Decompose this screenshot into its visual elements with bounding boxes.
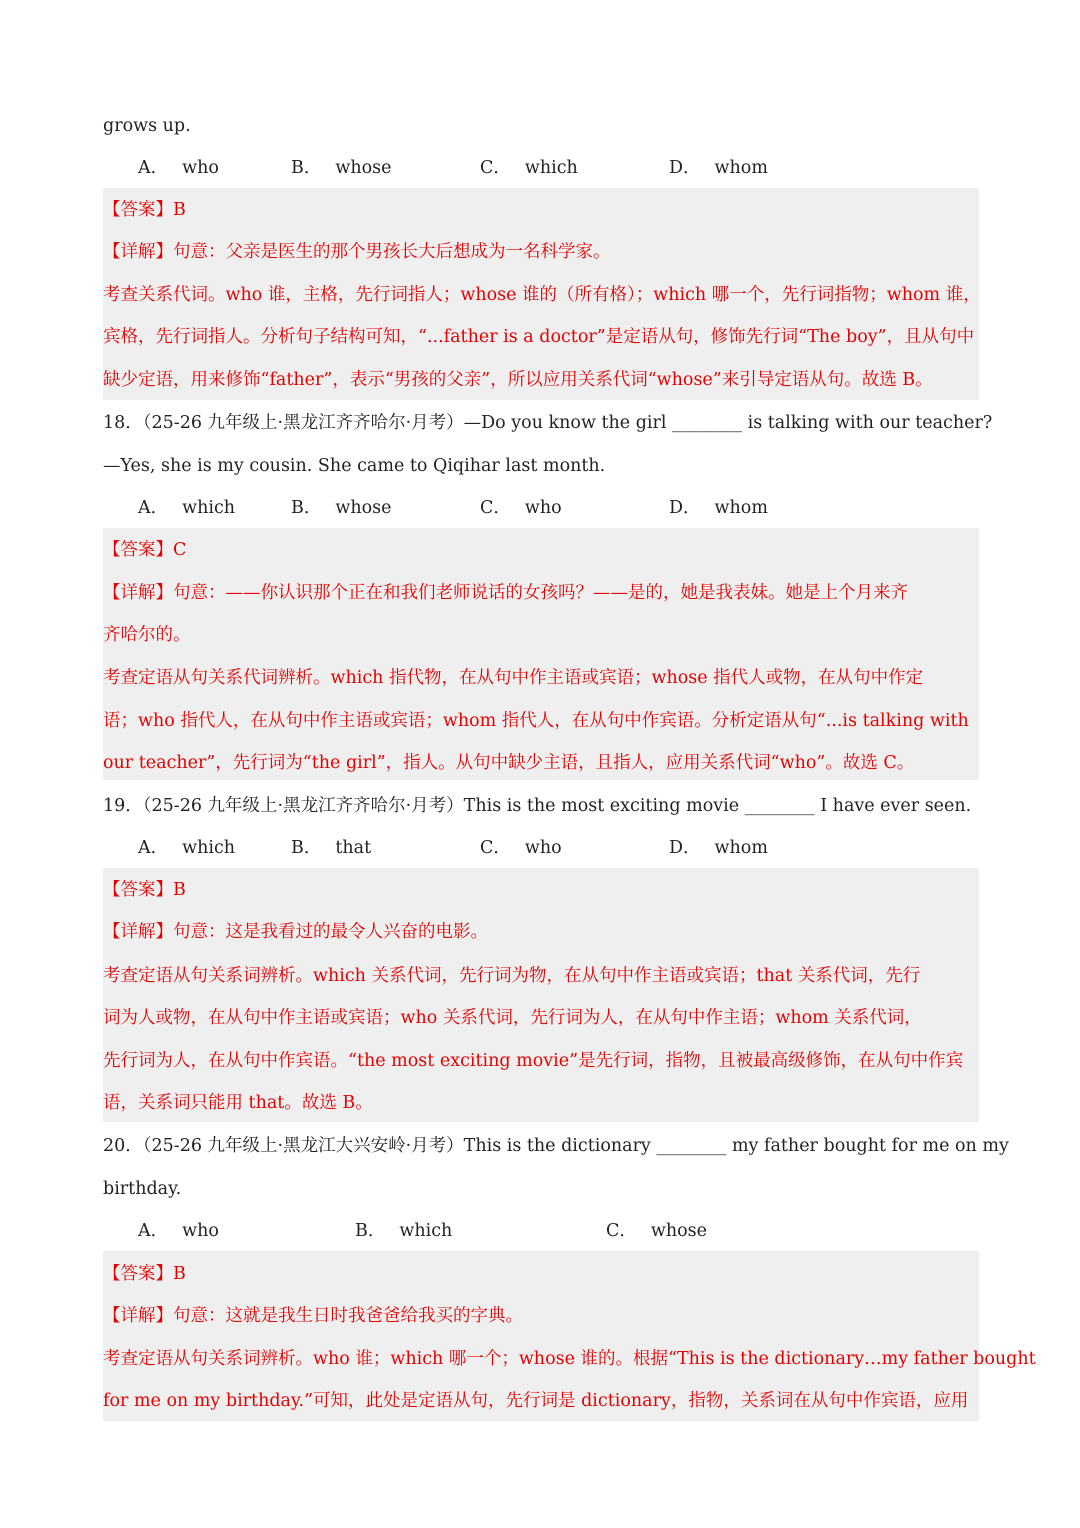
q20-option-c: C． whose — [606, 1221, 708, 1241]
q17-analysis-line: 缺少定语，用来修饰“father”，表示“男孩的父亲”，所以应用关系代词“whose”来引导定语从句。故选 B。 — [103, 370, 933, 390]
q19-analysis-line: 考查定语从句关系词辨析。which 关系代词，先行词为物，在从句中作主语或宾语；that 关系代词，先行 — [103, 966, 921, 986]
q17-analysis-line: 宾格，先行词指人。分析句子结构可知，“...father is a doctor”是定语从句，修饰先行词“The boy”，且从句中 — [103, 327, 975, 347]
q17-option-a: A． who — [138, 158, 219, 178]
q20-analysis-line: for me on my birthday.”可知，此处是定语从句，先行词是 dictionary，指物，关系词在从句中作宾语，应用 — [103, 1391, 969, 1411]
q20-stem: birthday. — [103, 1179, 182, 1199]
q18-option-a: A． which — [138, 498, 236, 518]
q18-analysis-line: our teacher”，先行词为“the girl”，指人。从句中缺少主语，且指人，应用关系代词“who”。故选 C。 — [103, 753, 915, 773]
q19-option-a: A． which — [138, 838, 236, 858]
q19-option-d: D． whom — [669, 838, 768, 858]
q20-answer: 【答案】B — [103, 1264, 186, 1284]
q18-detail: 【详解】句意：——你认识那个正在和我们老师说话的女孩吗？——是的，她是我表妹。她是上个月来齐 — [103, 583, 908, 603]
q20-stem: 20．（25-26 九年级上·黑龙江大兴安岭·月考）This is the dictionary ________ my father bought for me on my — [103, 1136, 1009, 1156]
q20-option-a: A． who — [138, 1221, 219, 1241]
q18-analysis-line: 考查定语从句关系代词辨析。which 指代物，在从句中作主语或宾语；whose 指代人或物，在从句中作定 — [103, 668, 924, 688]
q17-stem-tail: grows up. — [103, 116, 191, 136]
q17-analysis-line: 考查关系代词。who 谁，主格，先行词指人；whose 谁的（所有格）；which 哪一个，先行词指物；whom 谁， — [103, 285, 981, 305]
q19-stem: 19．（25-26 九年级上·黑龙江齐齐哈尔·月考）This is the most exciting movie ________ I have ever seen. — [103, 796, 972, 816]
q19-answer: 【答案】B — [103, 880, 186, 900]
q18-option-c: C． who — [480, 498, 562, 518]
q19-analysis-line: 词为人或物，在从句中作主语或宾语；who 关系代词，先行词为人，在从句中作主语；whom 关系代词， — [103, 1008, 922, 1028]
q20-analysis-line: 考查定语从句关系词辨析。who 谁；which 哪一个；whose 谁的。根据“This is the dictionary…my father bought — [103, 1349, 1036, 1369]
q17-option-d: D． whom — [669, 158, 768, 178]
q18-answer: 【答案】C — [103, 540, 187, 560]
q17-detail: 【详解】句意：父亲是医生的那个男孩长大后想成为一名科学家。 — [103, 242, 611, 262]
q17-option-b: B． whose — [291, 158, 392, 178]
q17-option-c: C． which — [480, 158, 578, 178]
q17-answer: 【答案】B — [103, 200, 186, 220]
answer-block-18 — [103, 528, 979, 780]
q19-analysis-line: 语，关系词只能用 that。故选 B。 — [103, 1093, 373, 1113]
q19-analysis-line: 先行词为人，在从句中作宾语。“the most exciting movie”是先行词，指物，且被最高级修饰，在从句中作宾 — [103, 1051, 964, 1071]
q20-option-b: B． which — [355, 1221, 453, 1241]
q19-option-b: B． that — [291, 838, 372, 858]
q20-detail: 【详解】句意：这就是我生日时我爸爸给我买的字典。 — [103, 1306, 523, 1326]
q19-detail: 【详解】句意：这是我看过的最令人兴奋的电影。 — [103, 922, 488, 942]
answer-block-19 — [103, 868, 979, 1122]
q18-option-d: D． whom — [669, 498, 768, 518]
q19-option-c: C． who — [480, 838, 562, 858]
q18-option-b: B． whose — [291, 498, 392, 518]
q18-analysis-line: 语；who 指代人，在从句中作主语或宾语；whom 指代人，在从句中作宾语。分析定语从句“...is talking with — [103, 711, 969, 731]
q18-stem: 18．（25-26 九年级上·黑龙江齐齐哈尔·月考）—Do you know the girl ________ is talking with our teacher? — [103, 413, 993, 433]
q18-detail: 齐哈尔的。 — [103, 625, 191, 645]
q18-stem: —Yes, she is my cousin. She came to Qiqihar last month. — [103, 456, 606, 476]
